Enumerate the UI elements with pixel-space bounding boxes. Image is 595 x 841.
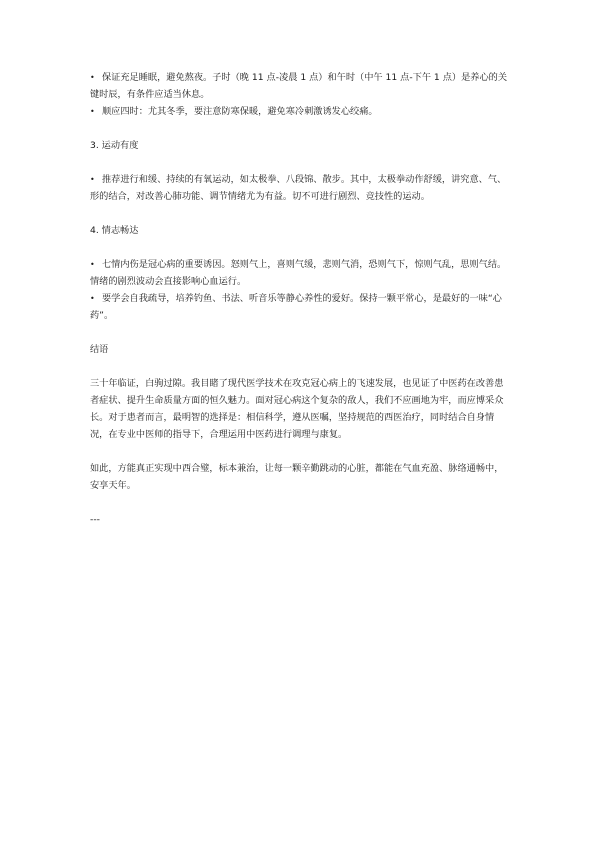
list-item [90,290,508,324]
bullet-icon: • [90,107,95,116]
spacer [90,120,508,137]
spacer [90,239,508,256]
section-heading: 3. 运动有度 [90,140,139,151]
list-item [90,171,508,205]
bullet-icon: • [90,175,95,184]
document-content [90,69,508,528]
bullet-icon: • [90,73,95,82]
separator: --- [90,514,100,525]
spacer [90,443,508,460]
list-item-text: 保证充足睡眠，避免熬夜。子时（晚 11 点-凌晨 1 点）和午时（中午 11 点-下午 1 点）是养心的关键时辰，有条件应适当休息。 [90,72,508,100]
list-item-text: 推荐进行和缓、持续的有氧运动，如太极拳、八段锦、散步。其中，太极拳动作舒缓，讲究意、气、形的结合，对改善心肺功能、调节情绪尤为有益。切不可进行剧烈、竞技性的运动。 [90,174,507,202]
conclusion-heading: 结语 [90,344,109,355]
conclusion-paragraph: 如此，方能真正实现中西合璧，标本兼治，让每一颗辛勤跳动的心脏，都能在气血充盈、脉络通畅中，安享天年。 [90,463,504,491]
spacer [90,205,508,222]
conclusion-paragraph: 三十年临证，白驹过隙。我目睹了现代医学技术在攻克冠心病上的飞速发展，也见证了中医药在改善患者症状、提升生命质量方面的恒久魅力。面对冠心病这个复杂的敌人，我们不应画地为牢，而应博采众长。对于患者而言，最明智的选择是：相信科学，遵从医嘱，坚持规范的西医治疗，同时结合自身情况，在专业中医师的指导下，合理运用中医药进行调理与康复。 [90,378,504,440]
list-item [90,103,508,120]
spacer [90,154,508,171]
list-item [90,69,508,103]
list-item [90,256,508,290]
bullet-icon: • [90,294,95,303]
spacer [90,494,508,511]
list-item-text: 要学会自我疏导，培养钓鱼、书法、听音乐等静心养性的爱好。保持一颗平常心，是最好的一味“心药”。 [90,293,502,321]
list-item-text: 七情内伤是冠心病的重要诱因。怒则气上，喜则气缓，悲则气消，恐则气下，惊则气乱，思则气结。情绪的剧烈波动会直接影响心血运行。 [90,259,507,287]
list-item-text: 顺应四时：尤其冬季，要注意防寒保暖，避免寒冷刺激诱发心绞痛。 [102,106,378,117]
spacer [90,358,508,375]
spacer [90,324,508,341]
section-heading: 4. 情志畅达 [90,225,139,236]
bullet-icon: • [90,260,95,269]
